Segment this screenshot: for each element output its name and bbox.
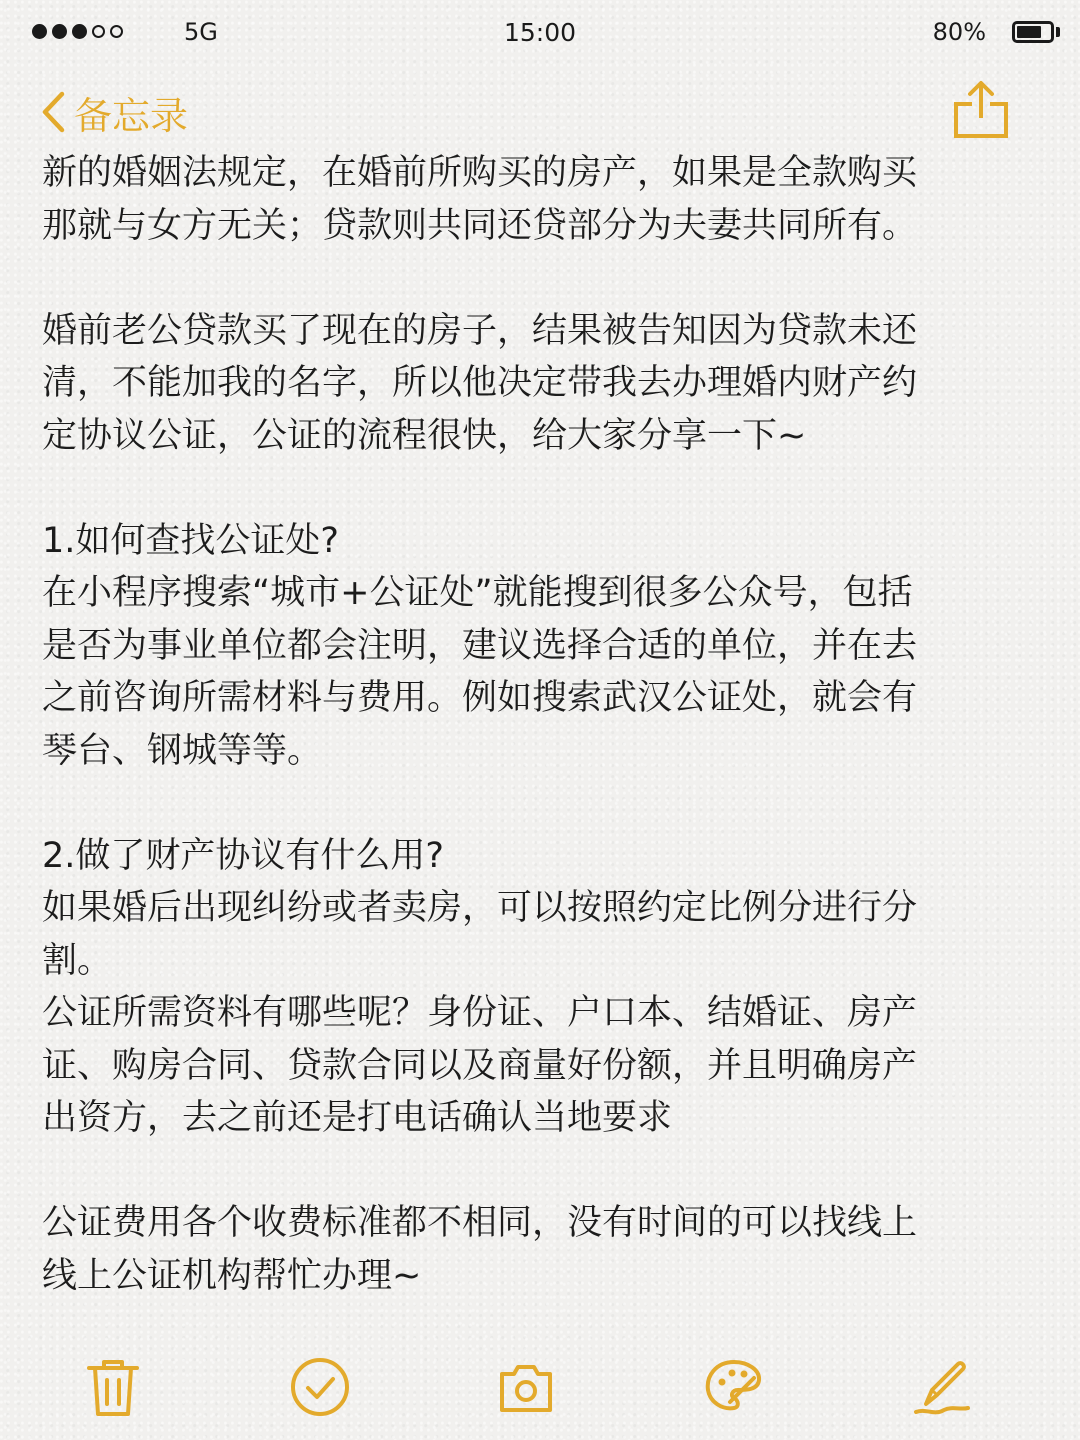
- battery-tip: [1056, 27, 1060, 37]
- note-line: 是否为事业单位都会注明，建议选择合适的单位，并在去: [42, 625, 918, 666]
- checklist-icon: [282, 1350, 358, 1426]
- note-line: 定协议公证，公证的流程很快，给大家分享一下~: [42, 415, 807, 456]
- note-line: 琴台、钢城等等。: [42, 730, 323, 771]
- markup-button[interactable]: [696, 1350, 772, 1426]
- back-button[interactable]: [40, 84, 188, 140]
- camera-icon: [488, 1350, 564, 1426]
- note-blank-line: [42, 1145, 1042, 1198]
- note-line: 公证所需资料有哪些呢？身份证、户口本、结婚证、房产: [42, 993, 918, 1033]
- battery-fill: [1017, 26, 1041, 38]
- note-line: 2.做了财产协议有什么用?: [42, 835, 444, 876]
- note-line: 证、购房合同、贷款合同以及商量好份额，并且明确房产: [42, 1045, 918, 1086]
- note-line: 那就与女方无关；贷款则共同还贷部分为夫妻共同所有。: [42, 205, 918, 246]
- note-line: 之前咨询所需材料与费用。例如搜索武汉公证处，就会有: [42, 678, 918, 718]
- checklist-button[interactable]: [282, 1350, 358, 1426]
- note-blank-line: [42, 462, 1042, 515]
- note-line: 出资方，去之前还是打电话确认当地要求: [42, 1098, 673, 1138]
- back-label: 备忘录: [74, 93, 189, 138]
- note-blank-line: [42, 777, 1042, 830]
- camera-button[interactable]: [488, 1350, 564, 1426]
- note-line: 新的婚姻法规定，在婚前所购买的房产，如果是全款购买: [42, 153, 918, 193]
- battery-icon: [1012, 21, 1054, 43]
- compose-pen-icon: [904, 1350, 980, 1426]
- share-icon: [952, 78, 1010, 142]
- note-line: 如果婚后出现纠纷或者卖房，可以按照约定比例分进行分: [42, 888, 918, 928]
- trash-icon: [75, 1350, 151, 1426]
- note-blank-line: [42, 252, 1042, 305]
- compose-button[interactable]: [904, 1350, 980, 1426]
- battery-percent: 80%: [932, 18, 986, 46]
- note-line: 线上公证机构帮忙办理~: [42, 1255, 422, 1296]
- delete-button[interactable]: [75, 1350, 151, 1426]
- note-line: 在小程序搜索“城市+公证处”就能搜到很多公众号，包括: [42, 573, 913, 613]
- status-time: 15:00: [503, 18, 577, 47]
- share-button[interactable]: [952, 78, 1010, 142]
- palette-icon: [696, 1350, 772, 1426]
- note-line: 清，不能加我的名字，所以他决定带我去办理婚内财产约: [42, 363, 918, 403]
- note-line: 公证费用各个收费标准都不相同，没有时间的可以找线上: [42, 1203, 918, 1243]
- bottom-toolbar: [0, 1350, 1080, 1426]
- note-line: 婚前老公贷款买了现在的房子，结果被告知因为贷款未还: [42, 310, 918, 351]
- chevron-left-icon: [40, 90, 66, 134]
- network-type: 5G: [184, 18, 218, 46]
- note-body[interactable]: [42, 147, 1042, 1302]
- note-line: 割。: [42, 940, 113, 981]
- note-line: 1.如何查找公证处?: [42, 520, 339, 561]
- status-bar: [0, 0, 1080, 66]
